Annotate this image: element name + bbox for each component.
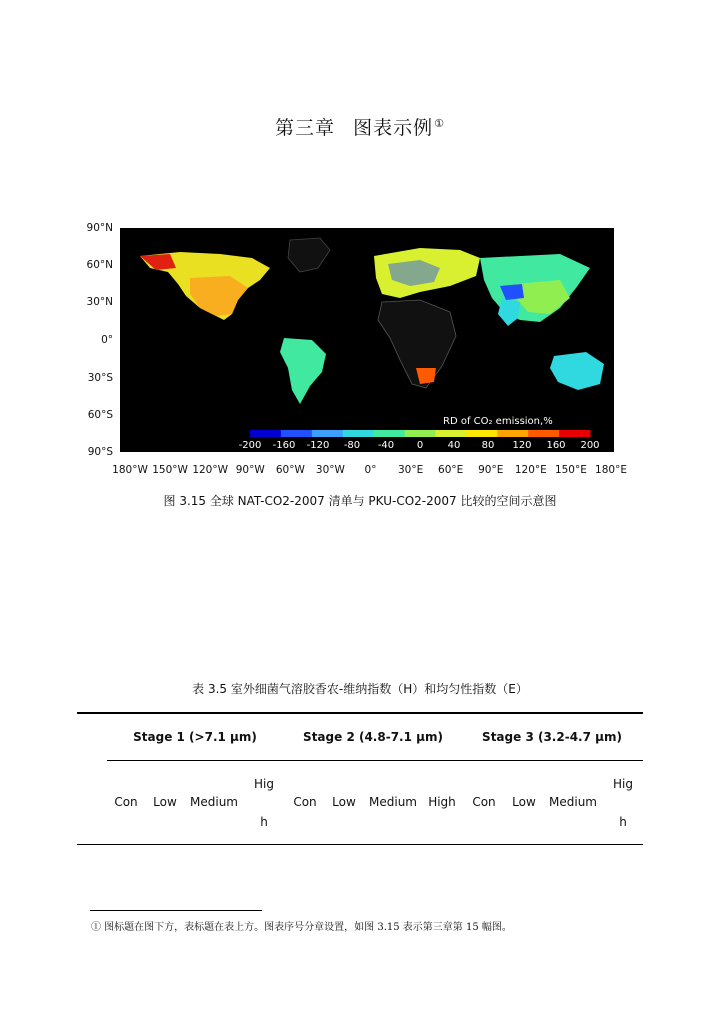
chapter-title: 图表示例 <box>353 117 434 139</box>
colorbar-segment <box>343 430 374 437</box>
x-tick-label: 150°E <box>554 464 587 476</box>
legend-title: RD of CO₂ emission,% <box>443 416 553 427</box>
column-header: Medium <box>549 795 597 809</box>
stage-3-header: Stage 3 (3.2-4.7 μm) <box>482 730 622 744</box>
chapter-heading <box>0 113 720 140</box>
column-header: Low <box>153 795 177 809</box>
table-bottom-rule <box>77 844 643 845</box>
colorbar-segment <box>405 430 436 437</box>
column-header: Con <box>293 795 317 809</box>
y-tick-label: 30°N <box>86 296 113 308</box>
column-header: h <box>260 815 268 829</box>
india-region <box>498 298 520 326</box>
colorbar <box>250 430 591 437</box>
colorbar-segment <box>312 430 343 437</box>
figure-caption: 图 3.15 全球 NAT-CO2-2007 清单与 PKU-CO2-2007 比较的空间示意图 <box>163 494 557 508</box>
column-header: Con <box>114 795 138 809</box>
x-tick-label: 180°W <box>112 464 148 476</box>
x-tick-label: 120°E <box>514 464 547 476</box>
colorbar-segment <box>250 430 281 437</box>
y-tick-label: 60°N <box>86 259 113 271</box>
x-tick-label: 30°E <box>397 464 424 476</box>
x-tick-label: 120°W <box>192 464 228 476</box>
column-header: Con <box>472 795 496 809</box>
colorbar-tick-label: 40 <box>447 440 461 451</box>
x-tick-label: 60°E <box>438 464 464 476</box>
colorbar-segment <box>281 430 312 437</box>
column-header: High <box>428 795 456 809</box>
x-tick-label: 90°W <box>235 464 265 476</box>
colorbar-tick-label: 200 <box>580 440 600 451</box>
africa-region <box>378 300 456 388</box>
colorbar-tick-label: -200 <box>238 440 262 451</box>
table-caption: 表 3.5 室外细菌气溶胶香农-维纳指数（H）和均匀性指数（E） <box>192 682 528 696</box>
x-tick-label: 60°W <box>275 464 305 476</box>
column-header: Hig <box>613 777 633 791</box>
colorbar-segment <box>466 430 497 437</box>
table-top-rule <box>77 712 643 714</box>
y-tick-label: 90°S <box>87 446 113 458</box>
australia-region <box>550 352 604 390</box>
y-tick-label: 30°S <box>87 372 113 384</box>
y-tick-label: 60°S <box>87 409 113 421</box>
footnote: ① 图标题在图下方，表标题在表上方。图表序号分章设置，如图 3.15 表示第三章第 15 幅图。 <box>91 922 512 933</box>
x-tick-label: 150°W <box>152 464 188 476</box>
greenland-region <box>288 238 330 272</box>
colorbar-tick-label: 0 <box>416 440 424 451</box>
colorbar-segment <box>559 430 590 437</box>
stage-1-header: Stage 1 (>7.1 μm) <box>133 730 257 744</box>
x-tick-label: 30°W <box>315 464 345 476</box>
chapter-number: 第三章 <box>275 117 336 139</box>
footnote-mark: ① <box>434 116 445 130</box>
south-america-region <box>280 338 326 404</box>
colorbar-tick-label: 120 <box>512 440 532 451</box>
column-header: Low <box>512 795 536 809</box>
colorbar-segment <box>435 430 466 437</box>
x-tick-label: 180°E <box>595 464 627 476</box>
column-header: Medium <box>369 795 417 809</box>
column-header: h <box>619 815 627 829</box>
colorbar-segment <box>528 430 559 437</box>
x-tick-label: 90°E <box>478 464 504 476</box>
colorbar-segment <box>374 430 405 437</box>
colorbar-segment <box>497 430 528 437</box>
y-tick-label: 90°N <box>86 222 113 234</box>
colorbar-tick-label: 80 <box>481 440 495 451</box>
x-tick-label: 0° <box>364 464 377 476</box>
colorbar-tick-label: 160 <box>546 440 566 451</box>
footnote-rule <box>90 910 262 911</box>
y-tick-label: 0° <box>101 334 113 346</box>
colorbar-tick-label: -80 <box>343 440 361 451</box>
table-mid-rule <box>107 760 643 761</box>
column-header: Low <box>332 795 356 809</box>
colorbar-tick-label: -120 <box>306 440 330 451</box>
colorbar-tick-label: -160 <box>272 440 296 451</box>
column-header: Medium <box>190 795 238 809</box>
stage-2-header: Stage 2 (4.8-7.1 μm) <box>303 730 443 744</box>
column-header: Hig <box>254 777 274 791</box>
figure-3-15 <box>86 218 635 476</box>
colorbar-tick-label: -40 <box>377 440 395 451</box>
